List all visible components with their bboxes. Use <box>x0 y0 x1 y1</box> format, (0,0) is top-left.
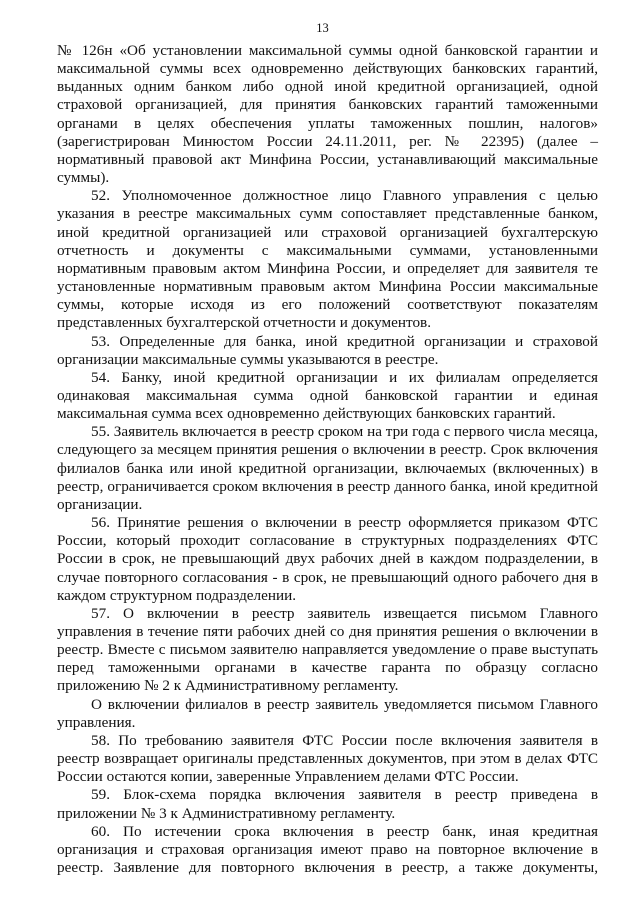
paragraph-57: 57. О включении в реестр заявитель извещается письмом Главного управления в течение пяти рабочих дней со дня принятия решения о включении в реестр. Вместе с письмом заявителю направляется уведомление о праве выступать перед таможенными органами в качестве гаранта по образцу согласно приложению № 2 к Административному регламенту. <box>57 604 598 695</box>
paragraph-56: 56. Принятие решения о включении в реестр оформляется приказом ФТС России, который проходит согласование в структурных подразделениях ФТС России в срок, не превышающий двух рабочих дней в каждом подразделении, в случае повторного согласования - в срок, не превышающий одного рабочего дня в каждом структурном подразделении. <box>57 514 598 604</box>
paragraph-52: 52. Уполномоченное должностное лицо Главного управления с целью указания в реестре максимальных сумм сопоставляет представленные банком, иной кредитной организацией или страховой организацией бухгалтерскую отчетность и документы с максимальными суммами, установленными нормативным правовым актом Минфина России, и определяет для заявителя те установленные нормативным правовым актом Минфина России максимальные суммы, которые исходя из его положений соответствуют показателям представленных бухгалтерской отчетности и документов. <box>57 187 598 332</box>
paragraph-60: 60. По истечении срока включения в реестр банк, иная кредитная организация и страховая организация имеют право на повторное включение в реестр. Заявление для повторного включения в реестр, а также документы, <box>57 822 598 877</box>
paragraph-53: 53. Определенные для банка, иной кредитной организации и страховой организации максимальные суммы указываются в реестре. <box>57 332 598 368</box>
paragraph-intro-continued: № 126н «Об установлении максимальной суммы одной банковской гарантии и максимальной суммы всех одновременно действующих банковских гарантий, выданных одним банком либо одной иной кредитной организацией, одной страховой организацией, для принятия банковских гарантий таможенными органами в целях обеспечения уплаты таможенных пошлин, налогов» (зарегистрирован Минюстом России 24.11.2011, рег. № 22395) (далее – нормативный правовой акт Минфина России, устанавливающий максимальные суммы). <box>57 42 598 187</box>
paragraph-58: 58. По требованию заявителя ФТС России после включения заявителя в реестр возвращает оригиналы представленных документов, при этом в делах ФТС России остаются копии, заверенные Управлением делами ФТС России. <box>57 731 598 786</box>
paragraph-59: 59. Блок-схема порядка включения заявителя в реестр приведена в приложении № 3 к Административному регламенту. <box>57 786 598 822</box>
paragraph-55: 55. Заявитель включается в реестр сроком на три года с первого числа месяца, следующего за месяцем принятия решения о включении в реестр. Срок включения филиалов банка или иной кредитной организации, включаемых (включенных) в реестр, ограничивается сроком включения в реестр данного банка, иной кредитной организации. <box>57 423 599 513</box>
paragraph-54: 54. Банку, иной кредитной организации и их филиалам определяется одинаковая максимальная сумма одной банковской гарантии и единая максимальная сумма всех одновременно действующих банковских гарантий. <box>57 368 598 423</box>
paragraph-57-branches: О включении филиалов в реестр заявитель уведомляется письмом Главного управления. <box>57 695 598 731</box>
page-number: 13 <box>316 21 329 35</box>
